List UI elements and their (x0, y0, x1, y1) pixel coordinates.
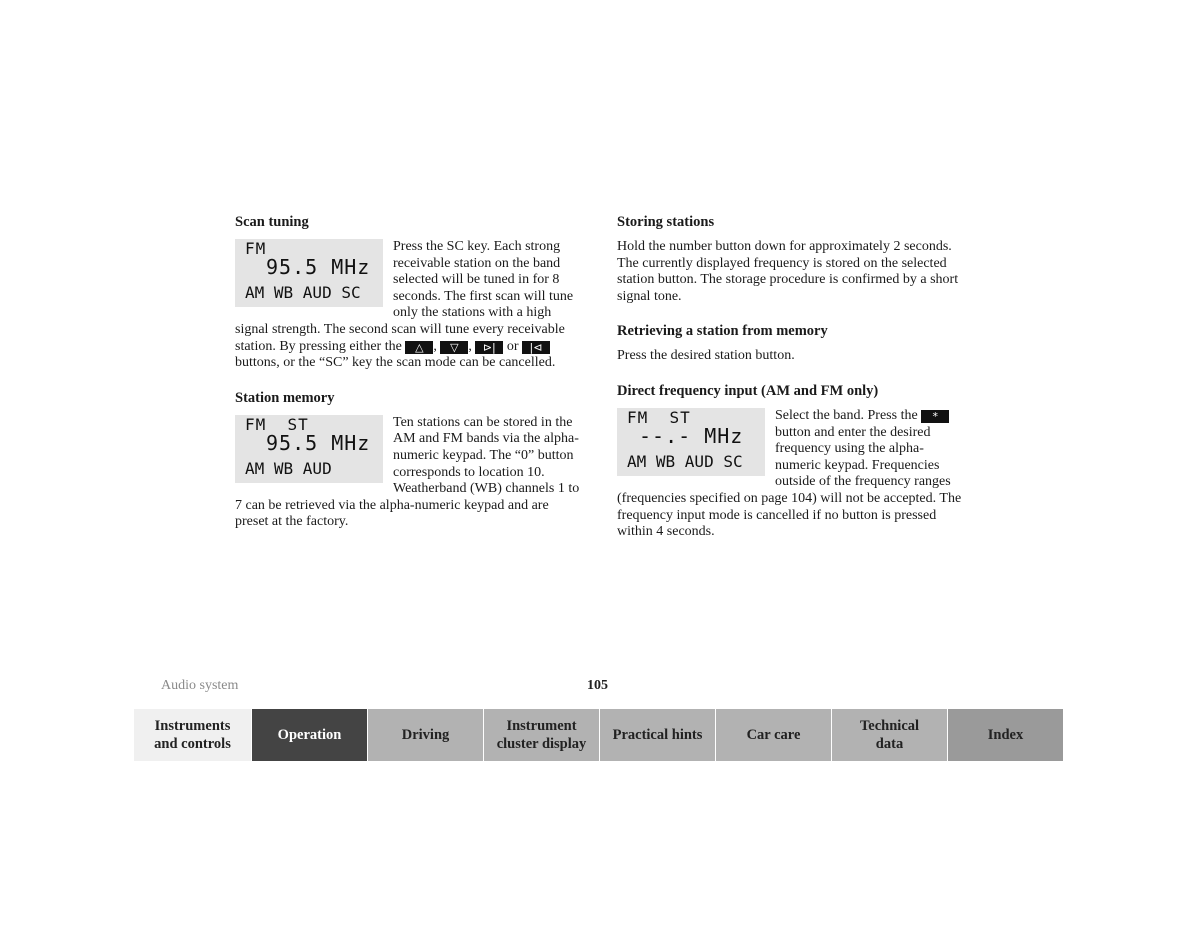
scan-lcd-display (235, 239, 383, 307)
lcd-line-1: FM ST (627, 407, 691, 427)
tab-instrument-cluster-display[interactable]: Instrument cluster display (484, 709, 599, 761)
tab-instruments-and-controls[interactable]: Instruments and controls (134, 709, 251, 761)
tab-car-care[interactable]: Car care (716, 709, 831, 761)
retrieving-station-heading: Retrieving a station from memory (617, 323, 828, 340)
tab-practical-hints[interactable]: Practical hints (600, 709, 715, 761)
tab-index[interactable]: Index (948, 709, 1063, 761)
section-label: Audio system (161, 678, 239, 693)
seek-back-icon: |⊲ (522, 341, 550, 354)
tab-operation[interactable]: Operation (252, 709, 367, 761)
tab-driving[interactable]: Driving (368, 709, 483, 761)
star-key-icon: * (921, 410, 949, 423)
station-memory-text: Ten stations can be stored in the AM and FM bands via the alpha-numeric keypad. The “0” button corresponds to location 10. Weatherband (WB) channels 1 to 7 can be retrieved via the alpha-numeric keypad and are preset at the factory. (235, 414, 580, 530)
scan-tuning-text: Press the SC key. Each strong receivable station on the band selected will be tuned in for 8 seconds. The first scan will tune only the stations with a high signal strength. The second scan will tune every receivable station. By pressing either the △ , ▽ , ⊳| or |⊲ buttons, or the “SC” key the scan mode can be cancelled. (235, 239, 574, 371)
up-arrow-icon: △ (405, 341, 433, 354)
seek-forward-icon: ⊳| (475, 341, 503, 354)
down-arrow-icon: ▽ (440, 341, 468, 354)
lcd-line-2: 95.5 MHz (266, 255, 371, 279)
lcd-line-2: --.- MHz (639, 423, 744, 448)
direct-frequency-text: Select the band. Press the * button and enter the desired frequency using the alpha-numeric keypad. Frequencies outside of the frequency ranges (frequencies specified on page 104) will not be accepted. The frequency input mode is cancelled if no button is pressed within 4 seconds. (617, 407, 962, 540)
lcd-line-3: AM WB AUD (245, 458, 332, 478)
right-column (617, 213, 967, 541)
memory-lcd-display (235, 415, 383, 483)
direct-lcd-display (617, 408, 765, 476)
lcd-line-2: 95.5 MHz (266, 430, 371, 455)
lcd-line-1: FM (245, 239, 267, 258)
chapter-tabs (134, 709, 1063, 761)
page-number: 105 (587, 678, 608, 693)
lcd-line-3: AM WB AUD SC (245, 283, 361, 302)
scan-tuning-heading: Scan tuning (235, 214, 309, 230)
left-column (235, 213, 585, 531)
tab-technical-data[interactable]: Technical data (832, 709, 947, 761)
lcd-line-3: AM WB AUD SC (627, 451, 743, 471)
storing-stations-heading: Storing stations (617, 214, 715, 230)
direct-frequency-heading: Direct frequency input (AM and FM only) (617, 382, 879, 399)
lcd-line-1: FM ST (245, 414, 309, 434)
storing-stations-text: Hold the number button down for approximately 2 seconds. The currently displayed frequency is stored on the selected station button. The storage procedure is confirmed by a short signal tone. (617, 239, 959, 304)
station-memory-heading: Station memory (235, 389, 335, 406)
retrieving-station-text: Press the desired station button. (617, 348, 795, 364)
